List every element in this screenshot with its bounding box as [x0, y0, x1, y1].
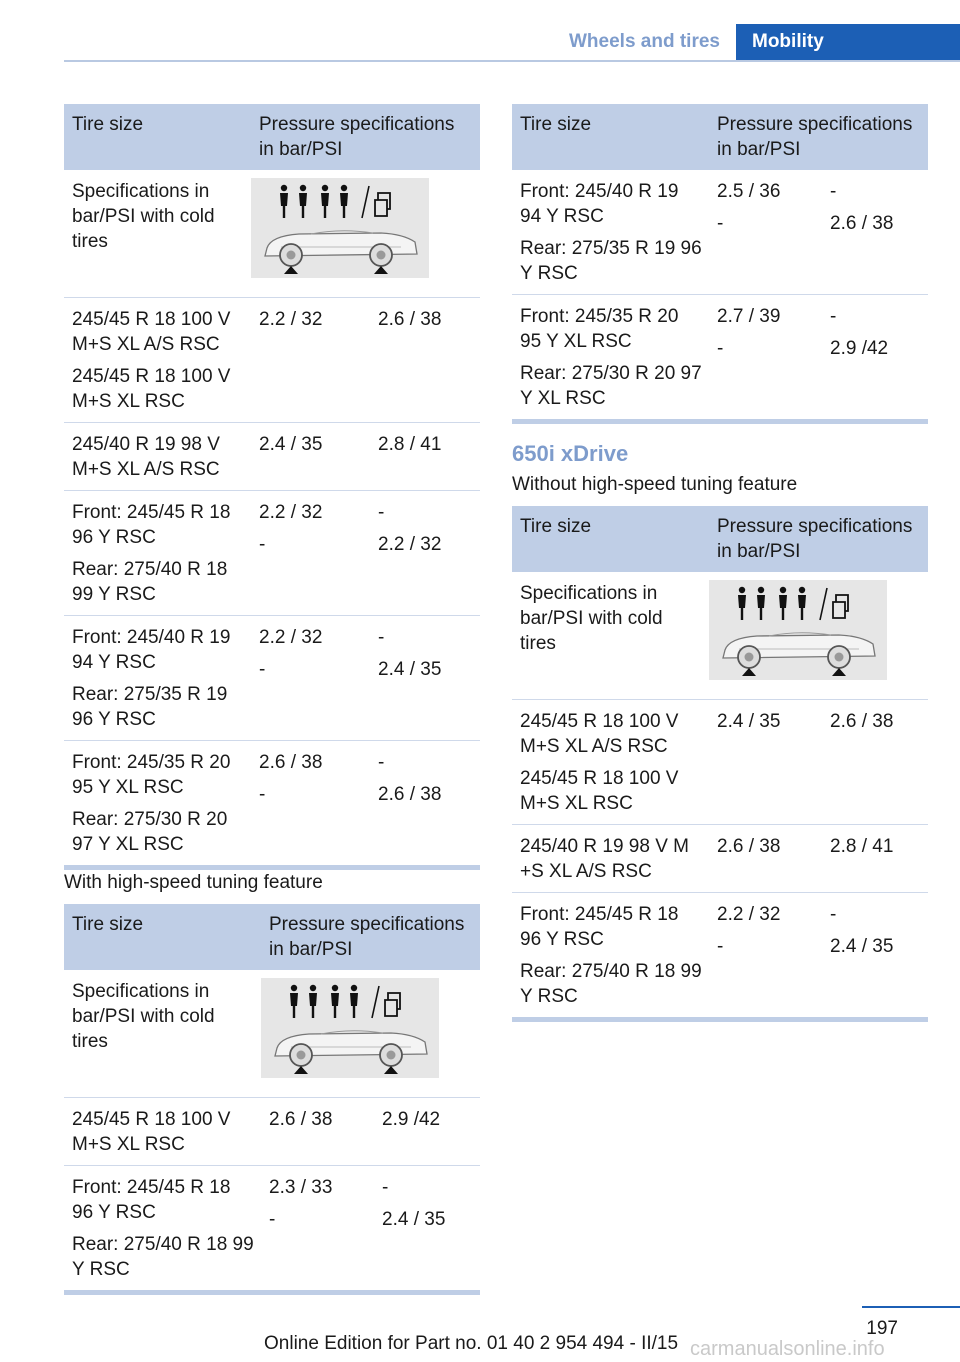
- header-rule: [64, 60, 960, 62]
- pressure-value: 2.6 / 38: [370, 298, 480, 423]
- tire-size: Rear: 275/40 R 18 99 Y RSC: [520, 961, 702, 1007]
- pressure-value: 2.8 / 41: [822, 825, 928, 893]
- table-row: [512, 825, 928, 893]
- table-row: [64, 423, 480, 491]
- table-row: [64, 741, 480, 868]
- tire-size: Rear: 275/30 R 20 97 Y XL RSC: [72, 809, 228, 855]
- col-pressure: Pressure specifications in bar/PSI: [261, 904, 480, 970]
- pressure-value: 2.9 /42: [374, 1098, 480, 1166]
- tire-size: Front: 245/40 R 19 94 Y RSC: [72, 627, 231, 673]
- pressure-value: -: [378, 502, 385, 523]
- pressure-value: 2.8 / 41: [370, 423, 480, 491]
- pressure-value: -: [259, 534, 266, 555]
- table-row: [64, 298, 480, 423]
- tire-size: Rear: 275/35 R 19 96 Y RSC: [72, 684, 228, 730]
- pressure-value: -: [378, 627, 385, 648]
- tire-size: Rear: 275/40 R 18 99 Y RSC: [72, 1234, 254, 1280]
- tire-size: 245/45 R 18 100 V M+S XL RSC: [72, 366, 231, 412]
- pressure-value: 2.4 / 35: [378, 659, 442, 680]
- model-heading: 650i xDrive: [512, 441, 629, 466]
- tire-size: Front: 245/45 R 18 96 Y RSC: [520, 904, 679, 950]
- pressure-value: 2.6 / 38: [709, 825, 822, 893]
- pressure-value: -: [382, 1177, 389, 1198]
- tire-size: 245/45 R 18 100 V M+S XL A/S RSC: [72, 309, 231, 355]
- col-tire-size: Tire size: [64, 104, 251, 170]
- pressure-value: 2.4 / 35: [709, 700, 822, 825]
- tire-size: 245/40 R 19 98 V M +S XL A/S RSC: [512, 825, 709, 893]
- pressure-value: -: [717, 936, 724, 957]
- tire-size: Rear: 275/40 R 18 99 Y RSC: [72, 559, 228, 605]
- table-row: [64, 616, 480, 741]
- chapter-tab: Mobility: [736, 24, 960, 62]
- pressure-value: 2.3 / 33: [269, 1177, 333, 1198]
- tire-pressure-table-4: [512, 506, 928, 1022]
- table-row: [64, 491, 480, 616]
- pressure-value: -: [378, 752, 385, 773]
- pressure-value: 2.2 / 32: [259, 627, 323, 648]
- pressure-value: -: [830, 181, 837, 202]
- load-pictogram-cell: [251, 170, 480, 298]
- table-row: [512, 572, 928, 700]
- page-number: 197: [866, 1318, 898, 1339]
- pressure-value: 2.5 / 36: [717, 181, 781, 202]
- tire-size: Front: 245/35 R 20 95 Y XL RSC: [520, 306, 679, 352]
- vehicle-load-icon: [709, 580, 887, 680]
- pressure-value: 2.6 / 38: [822, 700, 928, 825]
- pressure-value: -: [830, 306, 837, 327]
- tire-pressure-table-3: [512, 104, 928, 424]
- table-row: [64, 1166, 480, 1293]
- table-row: [64, 170, 480, 298]
- tire-size: Front: 245/40 R 19 94 Y RSC: [520, 181, 679, 227]
- table-row: [512, 700, 928, 825]
- tire-size: 245/45 R 18 100 V M+S XL A/S RSC: [520, 711, 679, 757]
- edition-note: Online Edition for Part no. 01 40 2 954 494 - II/15: [264, 1333, 679, 1354]
- table-row: [64, 970, 480, 1098]
- col-pressure: Pressure specifications in bar/PSI: [709, 104, 928, 170]
- tire-size: 245/45 R 18 100 V M+S XL RSC: [520, 768, 679, 814]
- pressure-value: -: [269, 1209, 276, 1230]
- tire-size: Rear: 275/35 R 19 96 Y RSC: [520, 238, 702, 284]
- col-tire-size: Tire size: [512, 506, 709, 572]
- pressure-value: 2.2 / 32: [717, 904, 781, 925]
- tire-pressure-table-2: [64, 904, 480, 1295]
- pressure-value: 2.6 / 38: [261, 1098, 374, 1166]
- pressure-value: 2.4 / 35: [251, 423, 370, 491]
- pressure-value: -: [717, 213, 724, 234]
- pressure-value: 2.7 / 39: [717, 306, 781, 327]
- pressure-value: 2.9 /42: [830, 338, 889, 359]
- vehicle-load-icon: [251, 178, 429, 278]
- tire-size: Front: 245/45 R 18 96 Y RSC: [72, 1177, 231, 1223]
- pressure-value: 2.6 / 38: [259, 752, 323, 773]
- pressure-value: 2.4 / 35: [382, 1209, 446, 1230]
- col-tire-size: Tire size: [64, 904, 261, 970]
- tire-size: 245/45 R 18 100 V M+S XL RSC: [64, 1098, 261, 1166]
- caption-without-high-speed: Without high-speed tuning feature: [512, 474, 798, 495]
- pressure-value: -: [830, 904, 837, 925]
- tire-size: Front: 245/35 R 20 95 Y XL RSC: [72, 752, 231, 798]
- tire-size: 245/40 R 19 98 V M+S XL A/S RSC: [64, 423, 251, 491]
- pressure-value: 2.2 / 32: [378, 534, 442, 555]
- tire-size: Rear: 275/30 R 20 97 Y XL RSC: [520, 363, 702, 409]
- caption-high-speed: With high-speed tuning feature: [64, 872, 323, 893]
- table-row: [512, 893, 928, 1020]
- table-row: [64, 1098, 480, 1166]
- col-pressure: Pressure specifications in bar/PSI: [251, 104, 480, 170]
- spec-label: Specifications in bar/PSI with cold tires: [64, 170, 251, 298]
- table-row: [512, 295, 928, 422]
- vehicle-load-icon: [261, 978, 439, 1078]
- section-title: Wheels and tires: [569, 31, 720, 52]
- tire-pressure-table-1: [64, 104, 480, 870]
- pressure-value: 2.6 / 38: [830, 213, 894, 234]
- pressure-value: 2.2 / 32: [259, 502, 323, 523]
- col-pressure: Pressure specifications in bar/PSI: [709, 506, 928, 572]
- spec-label: Specifications in bar/PSI with cold tires: [512, 572, 709, 700]
- pressure-value: 2.6 / 38: [378, 784, 442, 805]
- col-tire-size: Tire size: [512, 104, 709, 170]
- watermark: carmanualsonline.info: [690, 1338, 885, 1360]
- load-pictogram-cell: [261, 970, 480, 1098]
- load-pictogram-cell: [709, 572, 928, 700]
- pressure-value: -: [717, 338, 724, 359]
- spec-label: Specifications in bar/PSI with cold tires: [64, 970, 261, 1098]
- pressure-value: -: [259, 784, 266, 805]
- tire-size: Front: 245/45 R 18 96 Y RSC: [72, 502, 231, 548]
- pressure-value: 2.4 / 35: [830, 936, 894, 957]
- footer-rule: [862, 1306, 960, 1308]
- pressure-value: -: [259, 659, 266, 680]
- table-row: [512, 170, 928, 295]
- pressure-value: 2.2 / 32: [251, 298, 370, 423]
